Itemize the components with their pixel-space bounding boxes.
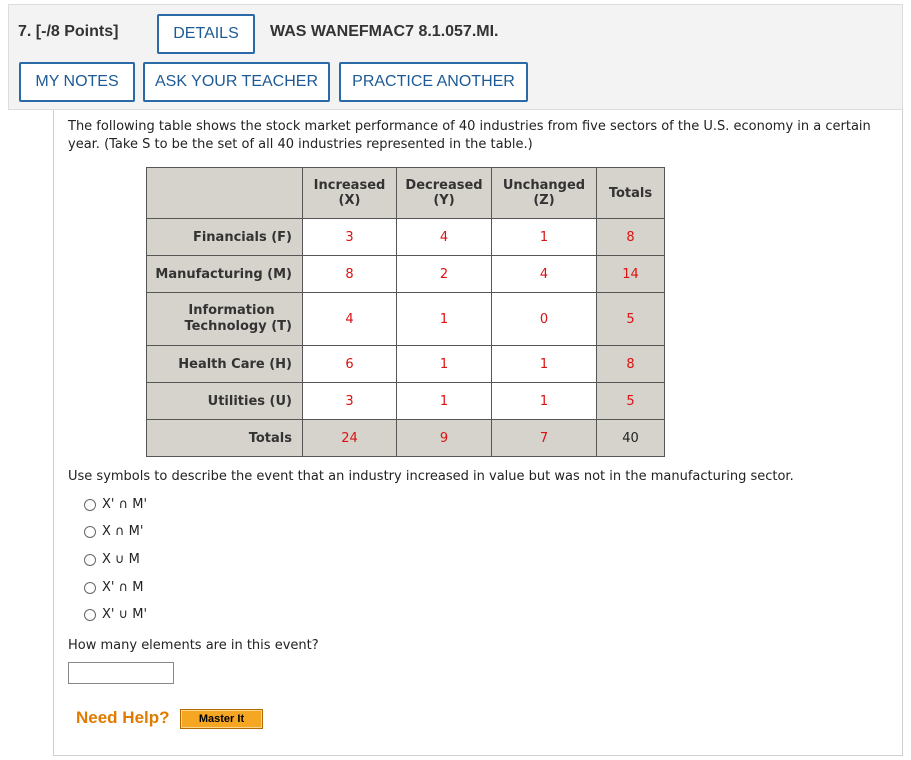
option-1[interactable] (84, 497, 147, 512)
intro-text (68, 118, 888, 154)
row-header-financials: Financials (F) (147, 219, 303, 256)
table-cell: 1 (492, 219, 597, 256)
col-header-increased: Increased (X) (303, 168, 397, 219)
col-header-totals: Totals (597, 168, 665, 219)
table-cell: 1 (397, 346, 492, 383)
need-help-label: Need Help? (76, 708, 170, 727)
table-cell: 0 (492, 293, 597, 346)
table-cell: 4 (303, 293, 397, 346)
my-notes-button[interactable]: MY NOTES (19, 62, 135, 102)
data-table (146, 167, 665, 457)
table-cell: 1 (397, 383, 492, 420)
table-cell: 24 (303, 420, 397, 457)
answer-input[interactable] (68, 662, 174, 684)
radio-button[interactable] (84, 526, 96, 538)
table-cell: 3 (303, 219, 397, 256)
table-cell: 8 (597, 219, 665, 256)
table-cell: 7 (492, 420, 597, 457)
table-cell: 1 (492, 383, 597, 420)
details-button[interactable]: DETAILS (157, 14, 255, 54)
row-header-health-care: Health Care (H) (147, 346, 303, 383)
radio-button[interactable] (84, 609, 96, 621)
table-cell: 9 (397, 420, 492, 457)
option-4[interactable] (84, 580, 143, 595)
radio-button[interactable] (84, 582, 96, 594)
table-cell: 2 (397, 256, 492, 293)
table-cell: 1 (492, 346, 597, 383)
table-cell: 5 (597, 293, 665, 346)
option-label: X ∩ M' (102, 524, 144, 539)
col-header-decreased: Decreased (Y) (397, 168, 492, 219)
table-cell: 40 (597, 420, 665, 457)
question-source: WAS WANEFMAC7 8.1.057.MI. (270, 23, 499, 40)
table-corner (147, 168, 303, 219)
option-label: X ∪ M (102, 552, 140, 567)
event-question: Use symbols to describe the event that an industry increased in value but was not in the manufacturing sector. (68, 469, 794, 484)
table-cell: 8 (597, 346, 665, 383)
intro-line-1: The following table shows the stock market performance of 40 industries from five sectors of the U.S. economy in a certain (68, 119, 871, 134)
practice-another-button[interactable]: PRACTICE ANOTHER (339, 62, 528, 102)
count-question: How many elements are in this event? (68, 638, 319, 653)
row-header-information-technology: Information Technology (T) (147, 293, 303, 346)
table-cell: 3 (303, 383, 397, 420)
option-label: X' ∪ M' (102, 607, 148, 622)
option-5[interactable] (84, 607, 147, 622)
col-header-unchanged: Unchanged (Z) (492, 168, 597, 219)
option-label: X' ∩ M' (102, 497, 148, 512)
option-3[interactable] (84, 552, 140, 567)
table-cell: 6 (303, 346, 397, 383)
option-2[interactable] (84, 524, 143, 539)
radio-button[interactable] (84, 554, 96, 566)
question-label: 7. [-/8 Points] (18, 23, 119, 40)
radio-button[interactable] (84, 499, 96, 511)
master-it-button[interactable]: Master It (180, 709, 263, 729)
table-cell: 5 (597, 383, 665, 420)
table-cell: 4 (492, 256, 597, 293)
row-header-utilities: Utilities (U) (147, 383, 303, 420)
table-cell: 8 (303, 256, 397, 293)
row-header-totals: Totals (147, 420, 303, 457)
table-cell: 14 (597, 256, 665, 293)
intro-line-2: year. (Take S to be the set of all 40 industries represented in the table.) (68, 137, 533, 152)
ask-teacher-button[interactable]: ASK YOUR TEACHER (143, 62, 330, 102)
option-label: X' ∩ M (102, 580, 144, 595)
table-cell: 1 (397, 293, 492, 346)
row-header-manufacturing: Manufacturing (M) (147, 256, 303, 293)
table-cell: 4 (397, 219, 492, 256)
